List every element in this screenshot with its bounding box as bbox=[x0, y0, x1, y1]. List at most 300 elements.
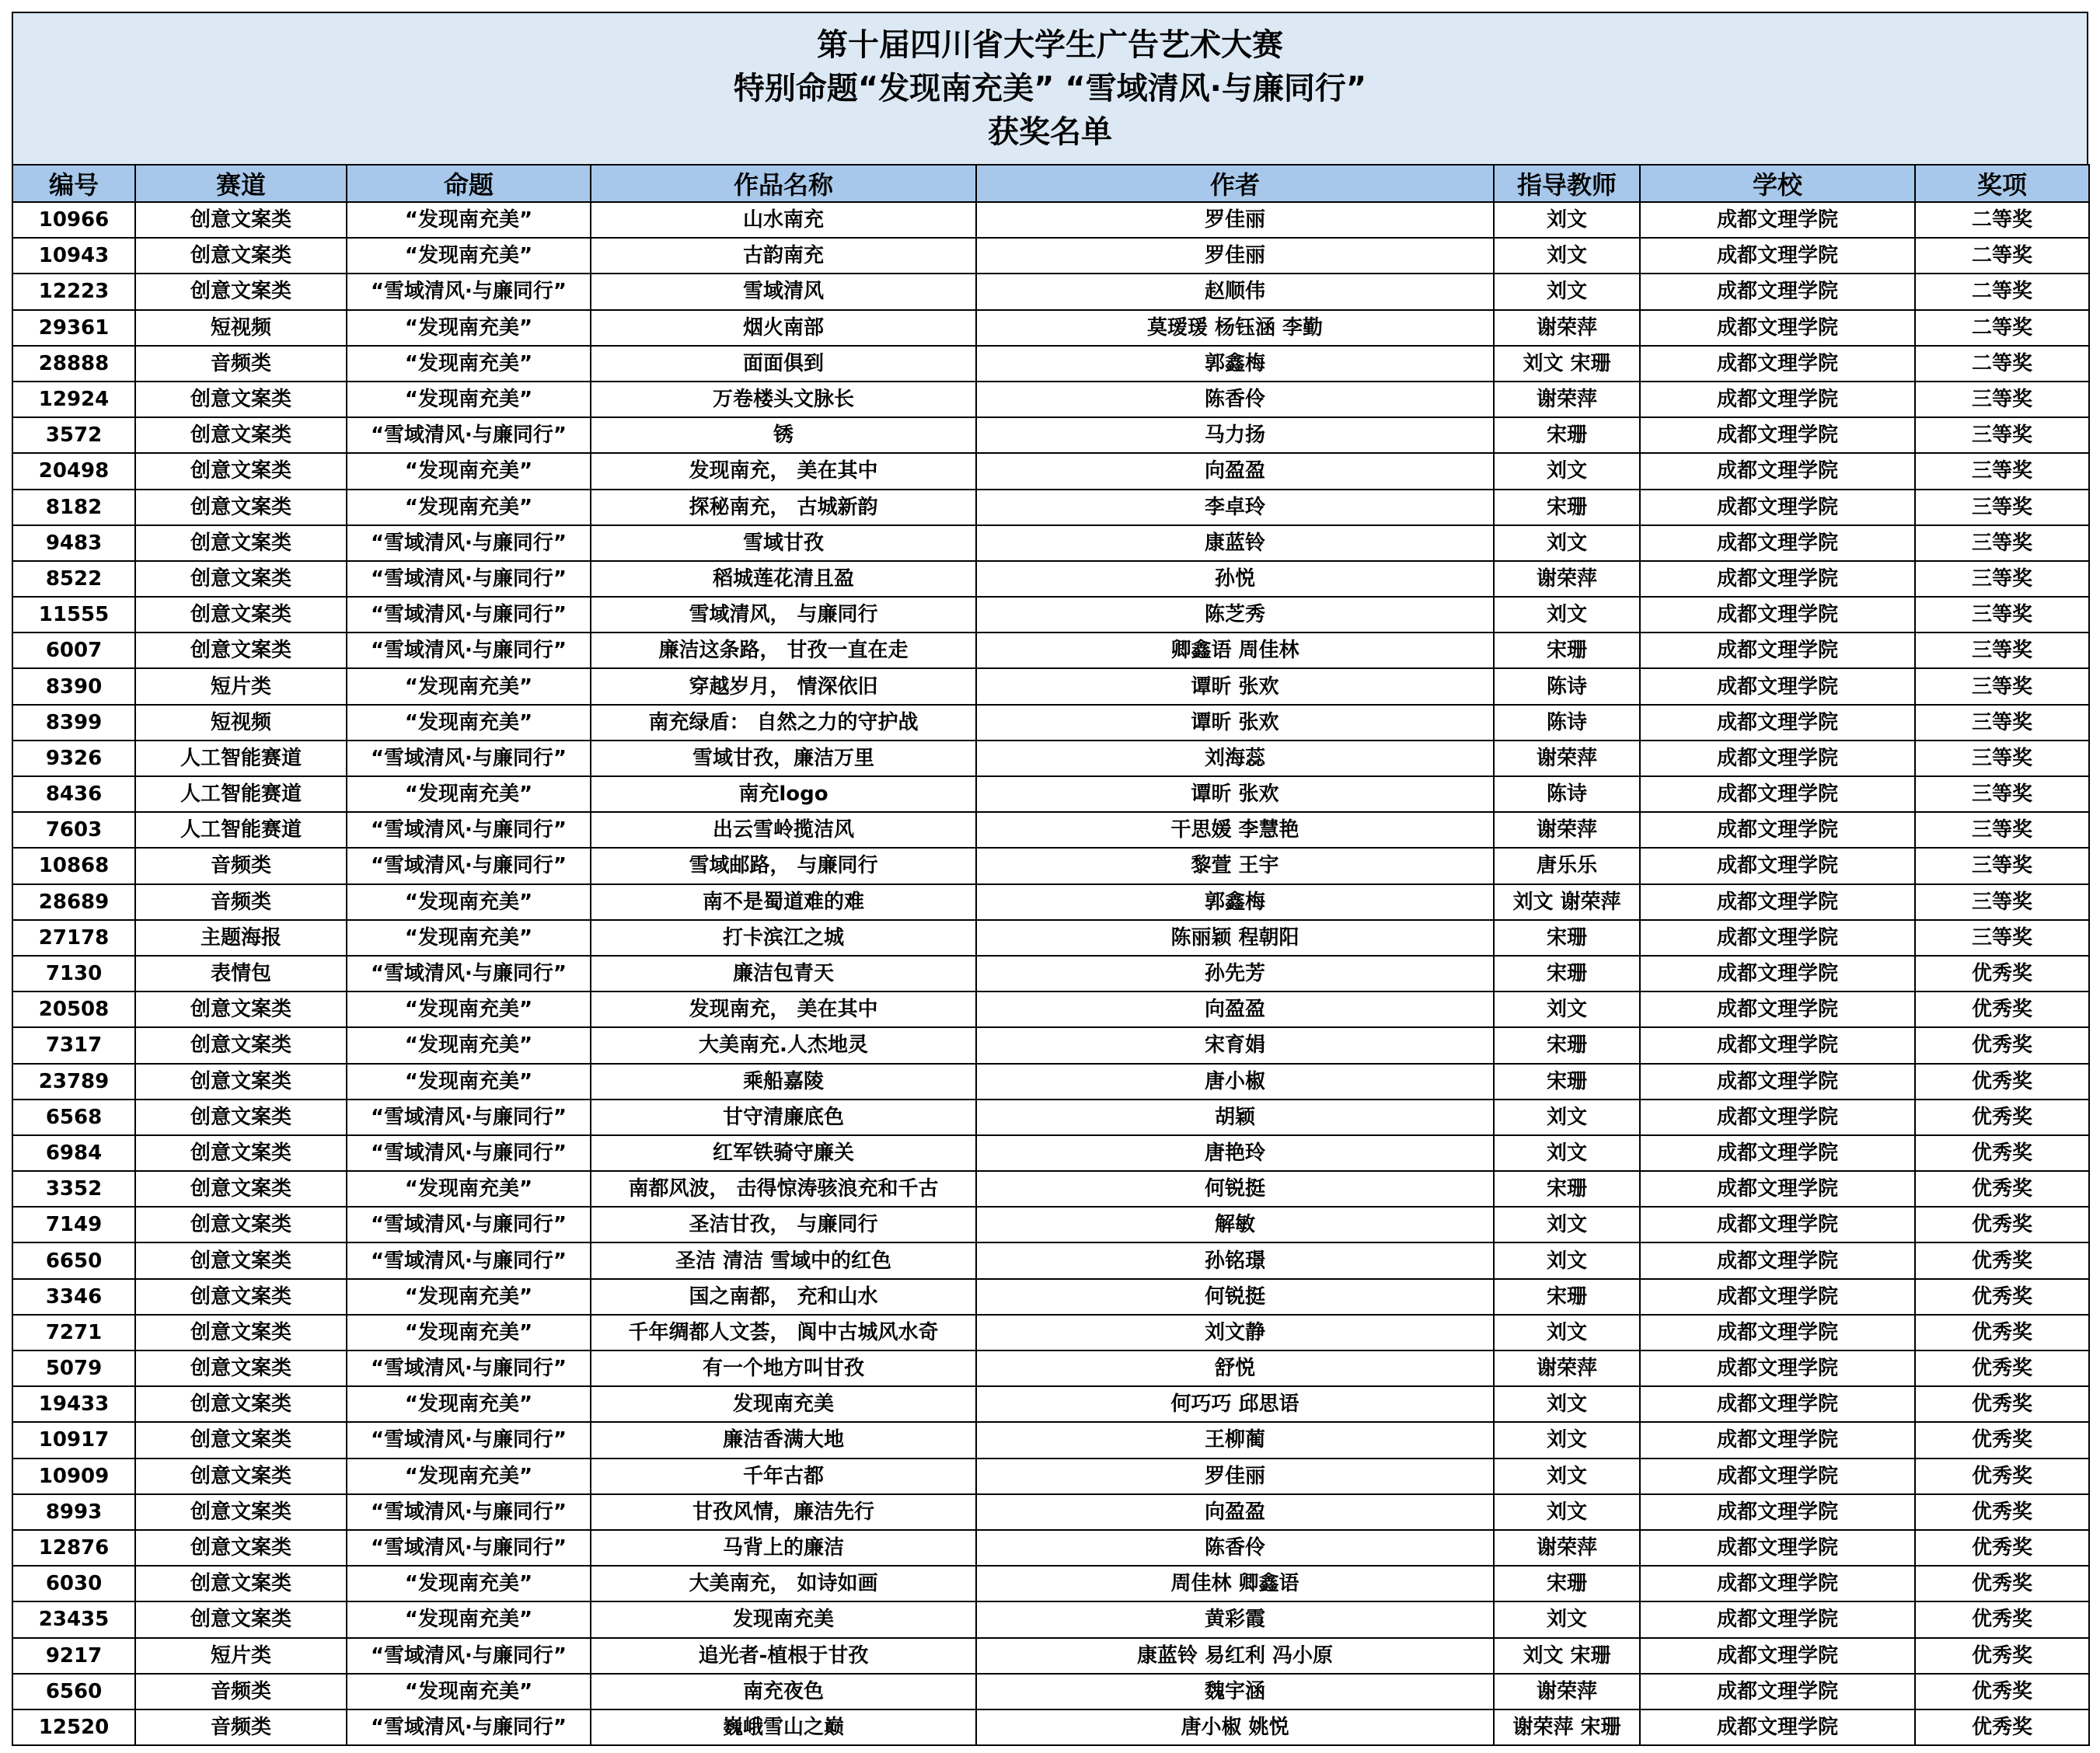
table-row bbox=[12, 1530, 2089, 1566]
cell-award: 优秀奖 bbox=[1915, 1530, 2089, 1566]
cell-school: 成都文理学院 bbox=[1640, 1601, 1915, 1637]
cell-award: 优秀奖 bbox=[1915, 956, 2089, 992]
cell-topic: “雪域清风·与廉同行” bbox=[347, 1638, 591, 1674]
cell-id: 10909 bbox=[12, 1459, 135, 1494]
cell-school: 成都文理学院 bbox=[1640, 1350, 1915, 1386]
cell-award: 优秀奖 bbox=[1915, 1171, 2089, 1207]
cell-id: 3352 bbox=[12, 1171, 135, 1207]
table-row bbox=[12, 1242, 2089, 1278]
cell-id: 6984 bbox=[12, 1135, 135, 1171]
cell-award: 优秀奖 bbox=[1915, 1064, 2089, 1100]
cell-school: 成都文理学院 bbox=[1640, 1494, 1915, 1530]
cell-authors: 刘海蕊 bbox=[976, 741, 1494, 776]
cell-work-title: 万卷楼头文脉长 bbox=[591, 382, 976, 417]
cell-topic: “雪域清风·与廉同行” bbox=[347, 525, 591, 561]
cell-work-title: 廉洁这条路， 甘孜一直在走 bbox=[591, 633, 976, 668]
cell-id: 6650 bbox=[12, 1242, 135, 1278]
cell-award: 优秀奖 bbox=[1915, 1494, 2089, 1530]
cell-school: 成都文理学院 bbox=[1640, 1638, 1915, 1674]
cell-track: 创意文案类 bbox=[135, 490, 347, 525]
cell-school: 成都文理学院 bbox=[1640, 561, 1915, 597]
cell-advisor: 谢荣萍 bbox=[1494, 1530, 1640, 1566]
cell-authors: 谭昕 张欢 bbox=[976, 668, 1494, 704]
cell-topic: “雪域清风·与廉同行” bbox=[347, 1709, 591, 1745]
cell-authors: 何锐挺 bbox=[976, 1171, 1494, 1207]
table-row bbox=[12, 1315, 2089, 1350]
cell-topic: “发现南充美” bbox=[347, 382, 591, 417]
cell-advisor: 谢荣萍 bbox=[1494, 561, 1640, 597]
cell-school: 成都文理学院 bbox=[1640, 453, 1915, 489]
cell-track: 创意文案类 bbox=[135, 633, 347, 668]
cell-topic: “雪域清风·与廉同行” bbox=[347, 1100, 591, 1135]
cell-advisor: 刘文 bbox=[1494, 1135, 1640, 1171]
cell-track: 创意文案类 bbox=[135, 1459, 347, 1494]
cell-authors: 康蓝铃 bbox=[976, 525, 1494, 561]
cell-work-title: 穿越岁月， 情深依旧 bbox=[591, 668, 976, 704]
cell-track: 创意文案类 bbox=[135, 453, 347, 489]
cell-topic: “雪域清风·与廉同行” bbox=[347, 561, 591, 597]
cell-id: 23789 bbox=[12, 1064, 135, 1100]
cell-school: 成都文理学院 bbox=[1640, 1459, 1915, 1494]
cell-advisor: 谢荣萍 bbox=[1494, 812, 1640, 848]
cell-work-title: 南都风波， 击得惊涛骇浪充和千古 bbox=[591, 1171, 976, 1207]
cell-advisor: 刘文 bbox=[1494, 1315, 1640, 1350]
cell-topic: “发现南充美” bbox=[347, 668, 591, 704]
cell-id: 8522 bbox=[12, 561, 135, 597]
cell-topic: “雪域清风·与廉同行” bbox=[347, 1494, 591, 1530]
cell-topic: “发现南充美” bbox=[347, 346, 591, 382]
cell-award: 三等奖 bbox=[1915, 741, 2089, 776]
cell-school: 成都文理学院 bbox=[1640, 490, 1915, 525]
cell-school: 成都文理学院 bbox=[1640, 382, 1915, 417]
cell-authors: 何锐挺 bbox=[976, 1279, 1494, 1315]
cell-advisor: 宋珊 bbox=[1494, 1064, 1640, 1100]
cell-work-title: 古韵南充 bbox=[591, 238, 976, 274]
cell-advisor: 唐乐乐 bbox=[1494, 848, 1640, 883]
cell-id: 7149 bbox=[12, 1207, 135, 1242]
table-row bbox=[12, 346, 2089, 382]
cell-award: 二等奖 bbox=[1915, 202, 2089, 238]
cell-work-title: 打卡滨江之城 bbox=[591, 920, 976, 956]
cell-advisor: 刘文 bbox=[1494, 1242, 1640, 1278]
table-row bbox=[12, 1494, 2089, 1530]
cell-advisor: 宋珊 bbox=[1494, 956, 1640, 992]
cell-school: 成都文理学院 bbox=[1640, 741, 1915, 776]
cell-authors: 王柳蔺 bbox=[976, 1422, 1494, 1458]
cell-advisor: 宋珊 bbox=[1494, 1027, 1640, 1063]
cell-authors: 黎萱 王宇 bbox=[976, 848, 1494, 883]
cell-id: 29361 bbox=[12, 310, 135, 346]
cell-topic: “雪域清风·与廉同行” bbox=[347, 1135, 591, 1171]
cell-award: 三等奖 bbox=[1915, 812, 2089, 848]
cell-advisor: 刘文 谢荣萍 bbox=[1494, 884, 1640, 920]
table-row bbox=[12, 1100, 2089, 1135]
cell-track: 创意文案类 bbox=[135, 202, 347, 238]
cell-authors: 李卓玲 bbox=[976, 490, 1494, 525]
cell-work-title: 雪域清风， 与廉同行 bbox=[591, 597, 976, 633]
cell-award: 优秀奖 bbox=[1915, 1709, 2089, 1745]
cell-id: 7603 bbox=[12, 812, 135, 848]
table-row bbox=[12, 1279, 2089, 1315]
header-col-track: 赛道 bbox=[135, 165, 347, 202]
cell-school: 成都文理学院 bbox=[1640, 238, 1915, 274]
cell-authors: 马力扬 bbox=[976, 417, 1494, 453]
table-row bbox=[12, 238, 2089, 274]
cell-advisor: 刘文 bbox=[1494, 1207, 1640, 1242]
cell-authors: 向盈盈 bbox=[976, 1494, 1494, 1530]
cell-work-title: 出云雪岭揽洁风 bbox=[591, 812, 976, 848]
cell-track: 创意文案类 bbox=[135, 525, 347, 561]
cell-track: 表情包 bbox=[135, 956, 347, 992]
table-row bbox=[12, 1064, 2089, 1100]
cell-school: 成都文理学院 bbox=[1640, 920, 1915, 956]
cell-award: 二等奖 bbox=[1915, 310, 2089, 346]
cell-school: 成都文理学院 bbox=[1640, 274, 1915, 309]
cell-award: 优秀奖 bbox=[1915, 1459, 2089, 1494]
cell-advisor: 刘文 bbox=[1494, 1494, 1640, 1530]
cell-authors: 黄彩霞 bbox=[976, 1601, 1494, 1637]
cell-school: 成都文理学院 bbox=[1640, 1242, 1915, 1278]
cell-track: 短视频 bbox=[135, 705, 347, 741]
cell-id: 10868 bbox=[12, 848, 135, 883]
cell-authors: 唐小椒 bbox=[976, 1064, 1494, 1100]
cell-topic: “发现南充美” bbox=[347, 1027, 591, 1063]
cell-advisor: 刘文 宋珊 bbox=[1494, 346, 1640, 382]
cell-track: 创意文案类 bbox=[135, 1171, 347, 1207]
table-row bbox=[12, 992, 2089, 1027]
cell-award: 三等奖 bbox=[1915, 920, 2089, 956]
cell-topic: “发现南充美” bbox=[347, 1064, 591, 1100]
cell-work-title: 雪域邮路， 与廉同行 bbox=[591, 848, 976, 883]
cell-authors: 赵顺伟 bbox=[976, 274, 1494, 309]
cell-award: 三等奖 bbox=[1915, 884, 2089, 920]
cell-advisor: 宋珊 bbox=[1494, 920, 1640, 956]
cell-advisor: 刘文 bbox=[1494, 1459, 1640, 1494]
table-row bbox=[12, 1674, 2089, 1709]
cell-track: 创意文案类 bbox=[135, 1135, 347, 1171]
cell-topic: “发现南充美” bbox=[347, 1566, 591, 1601]
cell-topic: “发现南充美” bbox=[347, 1674, 591, 1709]
table-row bbox=[12, 884, 2089, 920]
cell-id: 12924 bbox=[12, 382, 135, 417]
cell-authors: 魏宇涵 bbox=[976, 1674, 1494, 1709]
cell-id: 27178 bbox=[12, 920, 135, 956]
cell-track: 音频类 bbox=[135, 346, 347, 382]
cell-track: 创意文案类 bbox=[135, 1601, 347, 1637]
cell-id: 7317 bbox=[12, 1027, 135, 1063]
cell-authors: 舒悦 bbox=[976, 1350, 1494, 1386]
cell-advisor: 刘文 bbox=[1494, 453, 1640, 489]
cell-authors: 胡颖 bbox=[976, 1100, 1494, 1135]
cell-work-title: 发现南充美 bbox=[591, 1386, 976, 1422]
cell-topic: “雪域清风·与廉同行” bbox=[347, 1207, 591, 1242]
table-header bbox=[12, 165, 2089, 202]
cell-work-title: 烟火南部 bbox=[591, 310, 976, 346]
cell-work-title: 甘孜风情，廉洁先行 bbox=[591, 1494, 976, 1530]
cell-work-title: 红军铁骑守廉关 bbox=[591, 1135, 976, 1171]
table-row bbox=[12, 525, 2089, 561]
cell-school: 成都文理学院 bbox=[1640, 1027, 1915, 1063]
cell-award: 优秀奖 bbox=[1915, 992, 2089, 1027]
cell-track: 创意文案类 bbox=[135, 1422, 347, 1458]
cell-authors: 罗佳丽 bbox=[976, 238, 1494, 274]
cell-advisor: 谢荣萍 bbox=[1494, 741, 1640, 776]
cell-track: 创意文案类 bbox=[135, 1494, 347, 1530]
cell-id: 28689 bbox=[12, 884, 135, 920]
cell-award: 三等奖 bbox=[1915, 633, 2089, 668]
cell-school: 成都文理学院 bbox=[1640, 1171, 1915, 1207]
cell-id: 12223 bbox=[12, 274, 135, 309]
table-row bbox=[12, 274, 2089, 309]
table-row bbox=[12, 1709, 2089, 1745]
cell-advisor: 刘文 bbox=[1494, 202, 1640, 238]
cell-id: 11555 bbox=[12, 597, 135, 633]
cell-work-title: 稻城莲花清且盈 bbox=[591, 561, 976, 597]
cell-topic: “发现南充美” bbox=[347, 1315, 591, 1350]
cell-track: 短片类 bbox=[135, 1638, 347, 1674]
header-col-id: 编号 bbox=[12, 165, 135, 202]
table-row bbox=[12, 1171, 2089, 1207]
cell-topic: “雪域清风·与廉同行” bbox=[347, 1242, 591, 1278]
cell-school: 成都文理学院 bbox=[1640, 1100, 1915, 1135]
cell-topic: “发现南充美” bbox=[347, 992, 591, 1027]
table-row bbox=[12, 490, 2089, 525]
header-col-topic: 命题 bbox=[347, 165, 591, 202]
cell-school: 成都文理学院 bbox=[1640, 1566, 1915, 1601]
cell-track: 创意文案类 bbox=[135, 992, 347, 1027]
cell-topic: “发现南充美” bbox=[347, 1601, 591, 1637]
cell-track: 创意文案类 bbox=[135, 1315, 347, 1350]
cell-authors: 陈芝秀 bbox=[976, 597, 1494, 633]
cell-school: 成都文理学院 bbox=[1640, 956, 1915, 992]
page-title: 第十届四川省大学生广告艺术大赛 bbox=[817, 27, 1283, 63]
table-row bbox=[12, 920, 2089, 956]
cell-topic: “发现南充美” bbox=[347, 453, 591, 489]
cell-school: 成都文理学院 bbox=[1640, 633, 1915, 668]
cell-school: 成都文理学院 bbox=[1640, 310, 1915, 346]
cell-track: 音频类 bbox=[135, 884, 347, 920]
table-row bbox=[12, 382, 2089, 417]
cell-work-title: 雪域甘孜 bbox=[591, 525, 976, 561]
cell-track: 创意文案类 bbox=[135, 597, 347, 633]
table-row bbox=[12, 453, 2089, 489]
cell-id: 6560 bbox=[12, 1674, 135, 1709]
cell-work-title: 有一个地方叫甘孜 bbox=[591, 1350, 976, 1386]
table-row bbox=[12, 1638, 2089, 1674]
table-row bbox=[12, 633, 2089, 668]
cell-topic: “发现南充美” bbox=[347, 1459, 591, 1494]
cell-school: 成都文理学院 bbox=[1640, 1709, 1915, 1745]
cell-school: 成都文理学院 bbox=[1640, 812, 1915, 848]
cell-school: 成都文理学院 bbox=[1640, 202, 1915, 238]
cell-topic: “雪域清风·与廉同行” bbox=[347, 633, 591, 668]
cell-advisor: 刘文 宋珊 bbox=[1494, 1638, 1640, 1674]
table-row bbox=[12, 310, 2089, 346]
table-row bbox=[12, 1027, 2089, 1063]
cell-advisor: 陈诗 bbox=[1494, 776, 1640, 812]
cell-id: 20498 bbox=[12, 453, 135, 489]
cell-authors: 郭鑫梅 bbox=[976, 884, 1494, 920]
cell-id: 8390 bbox=[12, 668, 135, 704]
cell-topic: “发现南充美” bbox=[347, 776, 591, 812]
cell-school: 成都文理学院 bbox=[1640, 1064, 1915, 1100]
cell-work-title: 南充logo bbox=[591, 776, 976, 812]
cell-track: 短视频 bbox=[135, 310, 347, 346]
cell-id: 9326 bbox=[12, 741, 135, 776]
cell-award: 优秀奖 bbox=[1915, 1638, 2089, 1674]
page-subtitle: 特别命题“发现南充美” “雪域清风·与廉同行” bbox=[733, 71, 1367, 106]
cell-track: 创意文案类 bbox=[135, 1279, 347, 1315]
cell-award: 优秀奖 bbox=[1915, 1242, 2089, 1278]
cell-work-title: 大美南充， 如诗如画 bbox=[591, 1566, 976, 1601]
cell-id: 3346 bbox=[12, 1279, 135, 1315]
cell-work-title: 乘船嘉陵 bbox=[591, 1064, 976, 1100]
table-row bbox=[12, 1386, 2089, 1422]
cell-track: 创意文案类 bbox=[135, 1350, 347, 1386]
cell-id: 8182 bbox=[12, 490, 135, 525]
cell-authors: 康蓝铃 易红利 冯小原 bbox=[976, 1638, 1494, 1674]
cell-school: 成都文理学院 bbox=[1640, 1530, 1915, 1566]
cell-id: 6007 bbox=[12, 633, 135, 668]
cell-track: 创意文案类 bbox=[135, 1242, 347, 1278]
cell-authors: 罗佳丽 bbox=[976, 202, 1494, 238]
cell-topic: “雪域清风·与廉同行” bbox=[347, 1530, 591, 1566]
cell-authors: 罗佳丽 bbox=[976, 1459, 1494, 1494]
cell-authors: 周佳林 卿鑫语 bbox=[976, 1566, 1494, 1601]
cell-topic: “发现南充美” bbox=[347, 490, 591, 525]
cell-work-title: 马背上的廉洁 bbox=[591, 1530, 976, 1566]
table-row bbox=[12, 668, 2089, 704]
cell-award: 三等奖 bbox=[1915, 597, 2089, 633]
table-row bbox=[12, 561, 2089, 597]
cell-track: 创意文案类 bbox=[135, 1566, 347, 1601]
cell-authors: 陈香伶 bbox=[976, 1530, 1494, 1566]
cell-id: 9483 bbox=[12, 525, 135, 561]
cell-school: 成都文理学院 bbox=[1640, 525, 1915, 561]
table-row bbox=[12, 705, 2089, 741]
cell-id: 28888 bbox=[12, 346, 135, 382]
cell-authors: 谭昕 张欢 bbox=[976, 705, 1494, 741]
cell-id: 3572 bbox=[12, 417, 135, 453]
cell-award: 三等奖 bbox=[1915, 776, 2089, 812]
cell-track: 主题海报 bbox=[135, 920, 347, 956]
table-row bbox=[12, 1207, 2089, 1242]
cell-track: 创意文案类 bbox=[135, 1530, 347, 1566]
cell-school: 成都文理学院 bbox=[1640, 1422, 1915, 1458]
table-row bbox=[12, 202, 2089, 238]
cell-school: 成都文理学院 bbox=[1640, 346, 1915, 382]
cell-topic: “雪域清风·与廉同行” bbox=[347, 956, 591, 992]
header-col-work-title: 作品名称 bbox=[591, 165, 976, 202]
cell-award: 优秀奖 bbox=[1915, 1100, 2089, 1135]
cell-award: 优秀奖 bbox=[1915, 1135, 2089, 1171]
cell-advisor: 刘文 bbox=[1494, 525, 1640, 561]
cell-track: 人工智能赛道 bbox=[135, 741, 347, 776]
cell-topic: “发现南充美” bbox=[347, 1386, 591, 1422]
cell-id: 10917 bbox=[12, 1422, 135, 1458]
cell-topic: “发现南充美” bbox=[347, 705, 591, 741]
cell-work-title: 面面俱到 bbox=[591, 346, 976, 382]
header-col-award: 奖项 bbox=[1915, 165, 2089, 202]
cell-advisor: 宋珊 bbox=[1494, 1171, 1640, 1207]
cell-id: 23435 bbox=[12, 1601, 135, 1637]
cell-authors: 孙先芳 bbox=[976, 956, 1494, 992]
cell-school: 成都文理学院 bbox=[1640, 1386, 1915, 1422]
cell-advisor: 刘文 bbox=[1494, 1100, 1640, 1135]
table-row bbox=[12, 1566, 2089, 1601]
cell-id: 8399 bbox=[12, 705, 135, 741]
cell-advisor: 宋珊 bbox=[1494, 1279, 1640, 1315]
cell-work-title: 南充夜色 bbox=[591, 1674, 976, 1709]
table-row bbox=[12, 1459, 2089, 1494]
cell-work-title: 千年绸都人文荟， 阆中古城风水奇 bbox=[591, 1315, 976, 1350]
cell-topic: “雪域清风·与廉同行” bbox=[347, 812, 591, 848]
award-list-document bbox=[12, 12, 2088, 1746]
cell-award: 优秀奖 bbox=[1915, 1566, 2089, 1601]
cell-school: 成都文理学院 bbox=[1640, 1315, 1915, 1350]
cell-topic: “发现南充美” bbox=[347, 1279, 591, 1315]
cell-id: 7271 bbox=[12, 1315, 135, 1350]
cell-topic: “雪域清风·与廉同行” bbox=[347, 274, 591, 309]
cell-id: 12876 bbox=[12, 1530, 135, 1566]
cell-award: 二等奖 bbox=[1915, 346, 2089, 382]
cell-advisor: 宋珊 bbox=[1494, 633, 1640, 668]
cell-award: 优秀奖 bbox=[1915, 1674, 2089, 1709]
header-row bbox=[12, 165, 2089, 202]
cell-award: 优秀奖 bbox=[1915, 1422, 2089, 1458]
cell-track: 创意文案类 bbox=[135, 382, 347, 417]
cell-track: 创意文案类 bbox=[135, 1100, 347, 1135]
cell-advisor: 宋珊 bbox=[1494, 417, 1640, 453]
table-row bbox=[12, 417, 2089, 453]
cell-topic: “发现南充美” bbox=[347, 920, 591, 956]
cell-advisor: 谢荣萍 bbox=[1494, 1674, 1640, 1709]
cell-work-title: 雪域甘孜，廉洁万里 bbox=[591, 741, 976, 776]
header-col-authors: 作者 bbox=[976, 165, 1494, 202]
cell-award: 优秀奖 bbox=[1915, 1350, 2089, 1386]
table-row bbox=[12, 956, 2089, 992]
cell-track: 短片类 bbox=[135, 668, 347, 704]
cell-track: 人工智能赛道 bbox=[135, 812, 347, 848]
cell-school: 成都文理学院 bbox=[1640, 417, 1915, 453]
cell-topic: “雪域清风·与廉同行” bbox=[347, 741, 591, 776]
cell-work-title: 锈 bbox=[591, 417, 976, 453]
table-row bbox=[12, 597, 2089, 633]
cell-track: 创意文案类 bbox=[135, 1027, 347, 1063]
cell-track: 创意文案类 bbox=[135, 417, 347, 453]
cell-authors: 唐艳玲 bbox=[976, 1135, 1494, 1171]
cell-work-title: 圣洁 清洁 雪域中的红色 bbox=[591, 1242, 976, 1278]
table-row bbox=[12, 848, 2089, 883]
cell-school: 成都文理学院 bbox=[1640, 668, 1915, 704]
cell-award: 二等奖 bbox=[1915, 274, 2089, 309]
cell-work-title: 雪域清风 bbox=[591, 274, 976, 309]
cell-topic: “发现南充美” bbox=[347, 310, 591, 346]
cell-id: 20508 bbox=[12, 992, 135, 1027]
cell-track: 创意文案类 bbox=[135, 274, 347, 309]
cell-authors: 何巧巧 邱思语 bbox=[976, 1386, 1494, 1422]
cell-authors: 唐小椒 姚悦 bbox=[976, 1709, 1494, 1745]
cell-id: 19433 bbox=[12, 1386, 135, 1422]
header-col-school: 学校 bbox=[1640, 165, 1915, 202]
cell-advisor: 谢荣萍 bbox=[1494, 310, 1640, 346]
cell-advisor: 宋珊 bbox=[1494, 1566, 1640, 1601]
list-heading: 获奖名单 bbox=[988, 114, 1112, 150]
cell-work-title: 大美南充.人杰地灵 bbox=[591, 1027, 976, 1063]
cell-award: 三等奖 bbox=[1915, 848, 2089, 883]
cell-award: 三等奖 bbox=[1915, 453, 2089, 489]
cell-authors: 刘文静 bbox=[976, 1315, 1494, 1350]
